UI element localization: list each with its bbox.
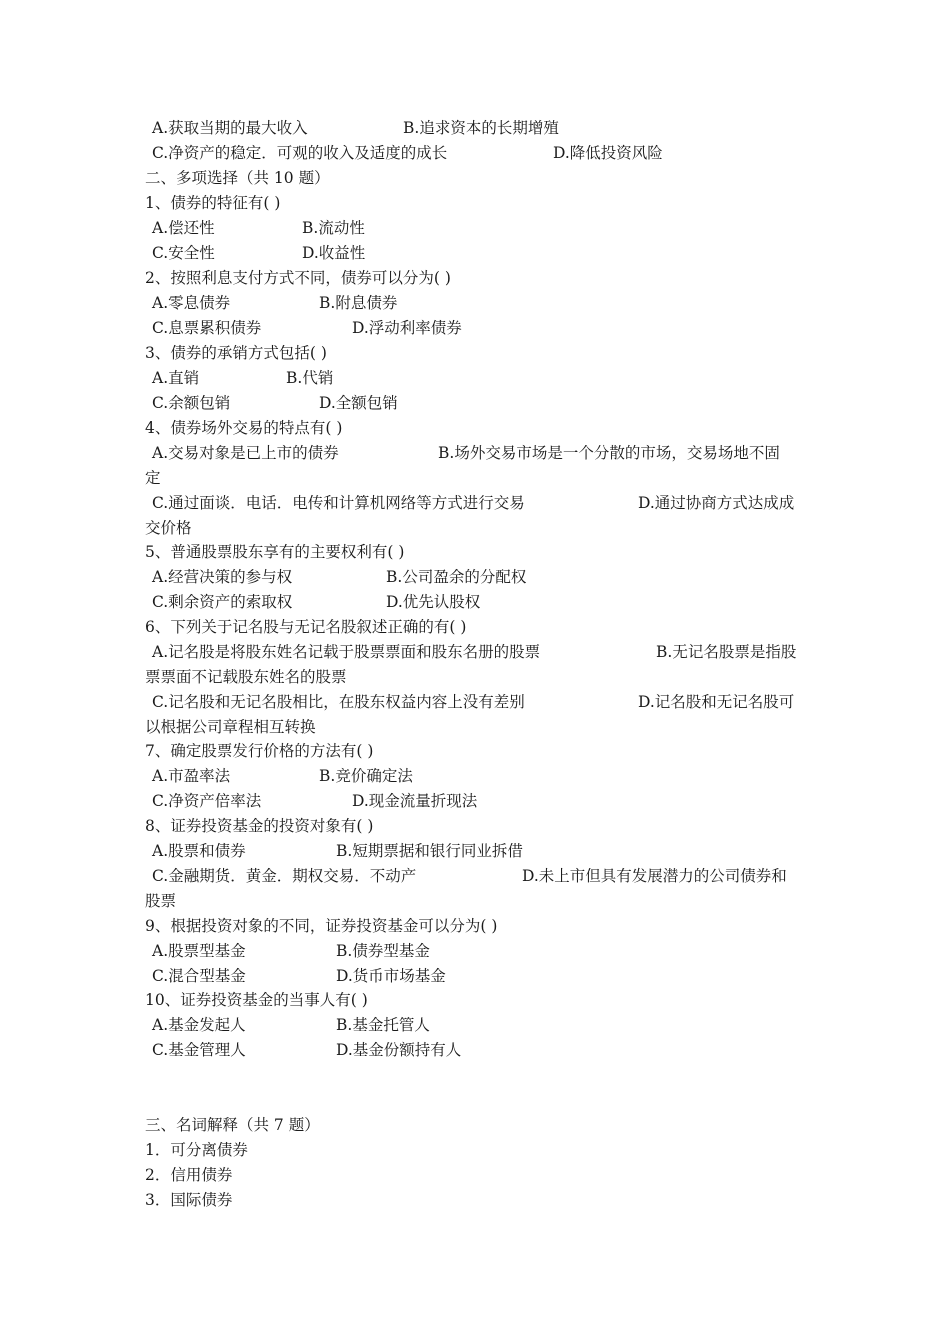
option-c: C.剩余资产的索取权: [152, 593, 293, 611]
question-stem: 2、按照利息支付方式不同，债券可以分为( ): [145, 269, 451, 287]
option-a: A.股票和债券: [152, 842, 246, 860]
option-d: D.基金份额持有人: [336, 1041, 462, 1059]
option-c: C.金融期货．黄金．期权交易．不动产: [152, 867, 417, 885]
option-c: C.混合型基金: [152, 967, 246, 985]
option-a: A.零息债券: [152, 294, 231, 312]
option-c: C.记名股和无记名股相比，在股东权益内容上没有差别: [152, 693, 525, 711]
option-wrap: 股票: [145, 892, 177, 910]
option-wrap: 以根据公司章程相互转换: [145, 718, 316, 736]
option-b: B.短期票据和银行同业拆借: [336, 842, 523, 860]
option-d: D.通过协商方式达成成: [638, 494, 795, 512]
term-item: 3．国际债券: [145, 1191, 233, 1209]
option-a: A.经营决策的参与权: [152, 568, 293, 586]
question-stem: 7、确定股票发行价格的方法有( ): [145, 742, 374, 760]
option-d: D.记名股和无记名股可: [638, 693, 795, 711]
option-a: A.交易对象是已上市的债券: [152, 444, 339, 462]
term-item: 2．信用债券: [145, 1166, 233, 1184]
option-c: C.净资产的稳定．可观的收入及适度的成长: [152, 144, 448, 162]
option-b: B.场外交易市场是一个分散的市场，交易场地不固: [438, 444, 780, 462]
option-b: B.无记名股票是指股: [656, 643, 797, 661]
option-d: D.浮动利率债券: [352, 319, 462, 337]
question-stem: 5、普通股票股东享有的主要权利有( ): [145, 543, 405, 561]
option-a: A.直销: [152, 369, 200, 387]
option-c: C.基金管理人: [152, 1041, 246, 1059]
option-b: B.追求资本的长期增殖: [403, 119, 559, 137]
section-heading: 三、名词解释（共 7 题）: [145, 1116, 320, 1134]
option-d: D.全额包销: [319, 394, 398, 412]
option-b: B.债券型基金: [336, 942, 430, 960]
option-a: A.获取当期的最大收入: [152, 119, 308, 137]
question-stem: 8、证券投资基金的投资对象有( ): [145, 817, 374, 835]
option-d: D.现金流量折现法: [352, 792, 478, 810]
option-b: B.基金托管人: [336, 1016, 430, 1034]
option-c: C.净资产倍率法: [152, 792, 262, 810]
option-wrap: 票票面不记载股东姓名的股票: [145, 668, 347, 686]
option-wrap: 定: [145, 469, 161, 487]
option-b: B.代销: [286, 369, 334, 387]
option-a: A.基金发起人: [152, 1016, 246, 1034]
option-d: D.未上市但具有发展潜力的公司债券和: [522, 867, 787, 885]
option-c: C.息票累积债券: [152, 319, 262, 337]
question-stem: 10、证券投资基金的当事人有( ): [145, 991, 368, 1009]
option-b: B.附息债券: [319, 294, 398, 312]
option-a: A.股票型基金: [152, 942, 246, 960]
option-a: A.偿还性: [152, 219, 215, 237]
question-stem: 6、下列关于记名股与无记名股叙述正确的有( ): [145, 618, 467, 636]
question-stem: 1、债券的特征有( ): [145, 194, 281, 212]
question-stem: 3、债券的承销方式包括( ): [145, 344, 327, 362]
option-c: C.通过面谈．电话．电传和计算机网络等方式进行交易: [152, 494, 525, 512]
option-a: A.记名股是将股东姓名记载于股票票面和股东名册的股票: [152, 643, 541, 661]
section-heading: 二、多项选择（共 10 题）: [145, 169, 330, 187]
option-d: D.货币市场基金: [336, 967, 446, 985]
option-d: D.降低投资风险: [553, 144, 663, 162]
option-b: B.流动性: [302, 219, 365, 237]
term-item: 1．可分离债券: [145, 1141, 248, 1159]
option-a: A.市盈率法: [152, 767, 231, 785]
option-c: C.安全性: [152, 244, 215, 262]
question-stem: 4、债券场外交易的特点有( ): [145, 419, 343, 437]
option-wrap: 交价格: [145, 519, 192, 537]
option-b: B.竞价确定法: [319, 767, 413, 785]
option-b: B.公司盈余的分配权: [386, 568, 527, 586]
question-stem: 9、根据投资对象的不同，证券投资基金可以分为( ): [145, 917, 498, 935]
option-d: D.收益性: [302, 244, 366, 262]
option-c: C.余额包销: [152, 394, 231, 412]
option-d: D.优先认股权: [386, 593, 481, 611]
